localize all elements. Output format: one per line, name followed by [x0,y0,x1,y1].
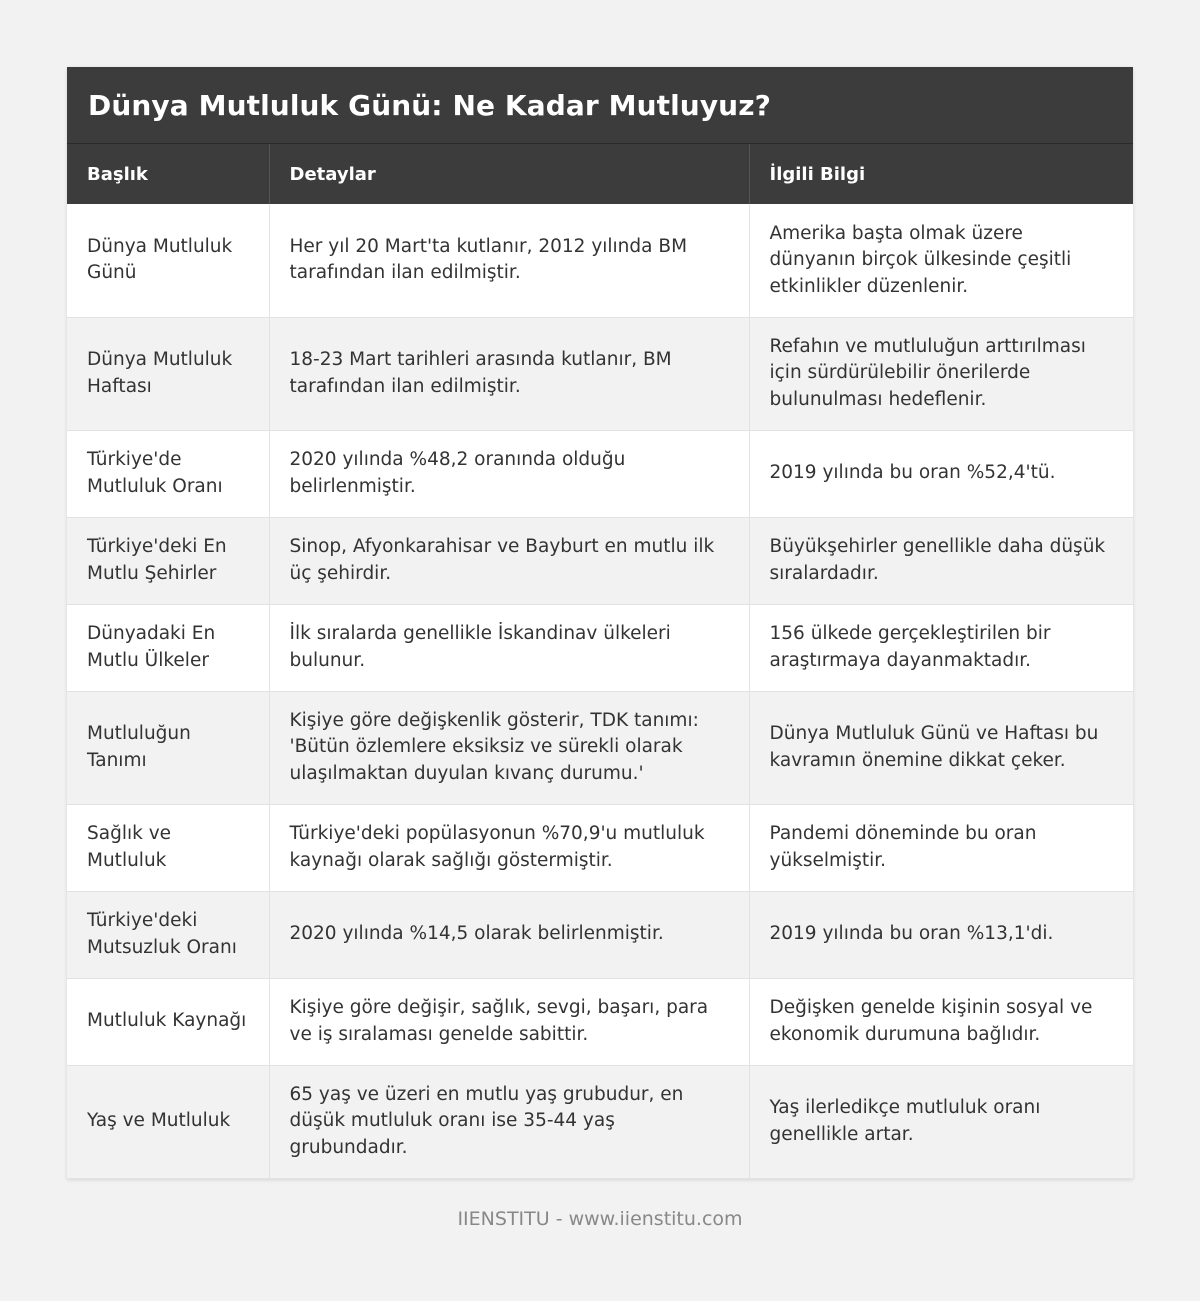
cell-baslik: Türkiye'de Mutluluk Oranı [67,430,269,517]
cell-detaylar: 65 yaş ve üzeri en mutlu yaş grubudur, en düşük mutluluk oranı ise 35-44 yaş grubundadır. [269,1065,749,1178]
info-table [67,144,1133,1179]
cell-detaylar: Kişiye göre değişir, sağlık, sevgi, başarı, para ve iş sıralaması genelde sabittir. [269,978,749,1065]
cell-baslik: Dünya Mutluluk Günü [67,204,269,317]
cell-ilgili-bilgi: 2019 yılında bu oran %52,4'tü. [749,430,1133,517]
cell-detaylar: Kişiye göre değişkenlik gösterir, TDK tanımı: 'Bütün özlemlere eksiksiz ve sürekli olarak ulaşılmaktan duyulan kıvanç durumu.' [269,691,749,804]
cell-baslik: Yaş ve Mutluluk [67,1065,269,1178]
cell-ilgili-bilgi: Refahın ve mutluluğun arttırılması için sürdürülebilir önerilerde bulunulması hedeflenir. [749,317,1133,430]
cell-baslik: Sağlık ve Mutluluk [67,804,269,891]
table-row [67,978,1133,1065]
cell-detaylar: Her yıl 20 Mart'ta kutlanır, 2012 yılında BM tarafından ilan edilmiştir. [269,204,749,317]
column-header-ilgili-bilgi: İlgili Bilgi [749,144,1133,204]
cell-ilgili-bilgi: Değişken genelde kişinin sosyal ve ekonomik durumuna bağlıdır. [749,978,1133,1065]
table-row [67,317,1133,430]
cell-baslik: Türkiye'deki Mutsuzluk Oranı [67,891,269,978]
cell-baslik: Mutluluğun Tanımı [67,691,269,804]
cell-baslik: Mutluluk Kaynağı [67,978,269,1065]
table-card [67,67,1133,1179]
column-header-baslik: Başlık [67,144,269,204]
cell-detaylar: 2020 yılında %48,2 oranında olduğu belirlenmiştir. [269,430,749,517]
cell-baslik: Türkiye'deki En Mutlu Şehirler [67,517,269,604]
table-row [67,517,1133,604]
cell-ilgili-bilgi: Yaş ilerledikçe mutluluk oranı genellikle artar. [749,1065,1133,1178]
cell-detaylar: İlk sıralarda genellikle İskandinav ülkeleri bulunur. [269,604,749,691]
cell-detaylar: 2020 yılında %14,5 olarak belirlenmiştir. [269,891,749,978]
cell-baslik: Dünyadaki En Mutlu Ülkeler [67,604,269,691]
cell-ilgili-bilgi: Pandemi döneminde bu oran yükselmiştir. [749,804,1133,891]
cell-ilgili-bilgi: 2019 yılında bu oran %13,1'di. [749,891,1133,978]
table-row [67,430,1133,517]
table-row [67,1065,1133,1178]
column-header-detaylar: Detaylar [269,144,749,204]
cell-ilgili-bilgi: Dünya Mutluluk Günü ve Haftası bu kavramın önemine dikkat çeker. [749,691,1133,804]
cell-ilgili-bilgi: Büyükşehirler genellikle daha düşük sıralardadır. [749,517,1133,604]
table-row [67,691,1133,804]
table-row [67,604,1133,691]
page-title: Dünya Mutluluk Günü: Ne Kadar Mutluyuz? [88,88,771,122]
table-header-row [67,144,1133,204]
cell-baslik: Dünya Mutluluk Haftası [67,317,269,430]
table-row [67,204,1133,317]
cell-detaylar: Türkiye'deki popülasyonun %70,9'u mutluluk kaynağı olarak sağlığı göstermiştir. [269,804,749,891]
footer-credit: IIENSTITU - www.iienstitu.com [457,1208,743,1230]
cell-ilgili-bilgi: Amerika başta olmak üzere dünyanın birçok ülkesinde çeşitli etkinlikler düzenlenir. [749,204,1133,317]
title-bar [67,67,1133,144]
cell-detaylar: Sinop, Afyonkarahisar ve Bayburt en mutlu ilk üç şehirdir. [269,517,749,604]
cell-detaylar: 18-23 Mart tarihleri arasında kutlanır, BM tarafından ilan edilmiştir. [269,317,749,430]
cell-ilgili-bilgi: 156 ülkede gerçekleştirilen bir araştırmaya dayanmaktadır. [749,604,1133,691]
table-row [67,891,1133,978]
table-row [67,804,1133,891]
